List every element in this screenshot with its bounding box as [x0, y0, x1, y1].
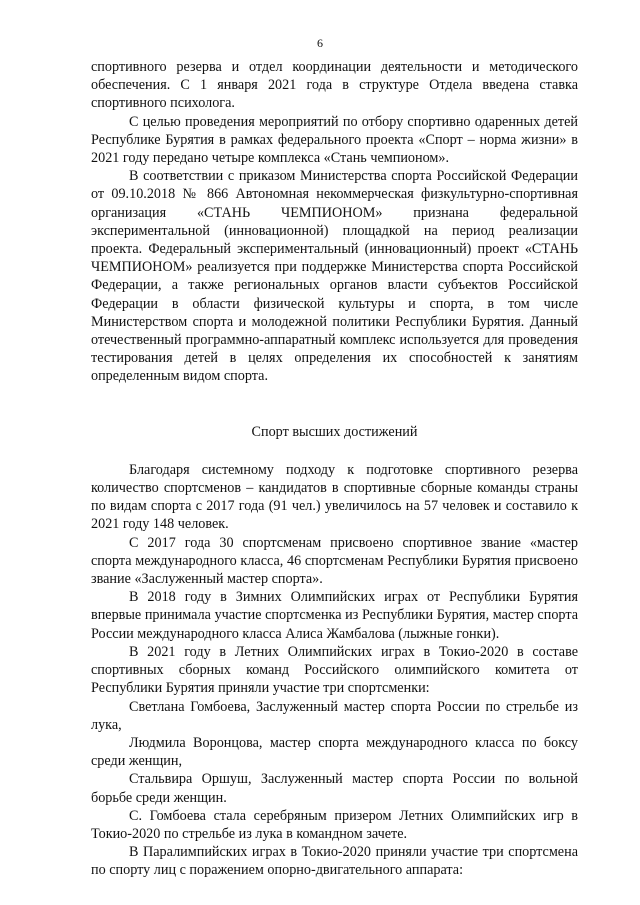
- paragraph: Светлана Гомбоева, Заслуженный мастер спорта России по стрельбе из лука,: [91, 698, 578, 733]
- heading-spacer: [91, 441, 578, 461]
- paragraph: В Паралимпийских играх в Токио-2020 приняли участие три спортсмена по спорту лиц с поражением опорно-двигательного аппарата:: [91, 844, 578, 879]
- paragraph: В 2018 году в Зимних Олимпийских играх от Республики Бурятия впервые принимала участие спортсменка из Республики Бурятия, мастер спорта России международного класса Алиса Жамбалова (лыжные гонки).: [91, 589, 578, 642]
- paragraph: Благодаря системному подходу к подготовке спортивного резерва количество спортсменов – кандидатов в спортивные сборные команды страны по видам спорта с 2017 года (91 чел.) увеличилось на 57 человек и составило к 2021 году 148 человек.: [91, 461, 578, 533]
- paragraph: С целью проведения мероприятий по отбору спортивно одаренных детей Республике Бурятия в рамках федерального проекта «Спорт – норма жизни» в 2021 году передано четыре комплекса «Стань чемпионом».: [91, 113, 578, 167]
- paragraph: С 2017 года 30 спортсменам присвоено спортивное звание «мастер спорта международного класса, 46 спортсменам Республики Бурятия присвоено звание «Заслуженный мастер спорта».: [91, 534, 578, 588]
- paragraph: Людмила Воронцова, мастер спорта международного класса по боксу среди женщин,: [91, 734, 578, 770]
- document-body: [91, 58, 578, 880]
- paragraph: В 2021 году в Летних Олимпийских играх в Токио-2020 в составе спортивных сборных команд Российского олимпийского комитета от Республики Бурятия приняли участие три спортсменки:: [91, 643, 578, 697]
- paragraph: С. Гомбоева стала серебряным призером Летних Олимпийских игр в Токио-2020 по стрельбе из лука в командном зачете.: [91, 807, 578, 842]
- page-number: 6: [317, 36, 323, 50]
- paragraph: спортивного резерва и отдел координации деятельности и методического обеспечения. С 1 января 2021 года в структуре Отдела введена ставка спортивного психолога.: [91, 59, 578, 112]
- paragraph: Стальвира Оршуш, Заслуженный мастер спорта России по вольной борьбе среди женщин.: [91, 771, 578, 806]
- section-heading: Спорт высших достижений: [251, 423, 418, 440]
- paragraph: В соответствии с приказом Министерства спорта Российской Федерации от 09.10.2018 № 866 Автономная некоммерческая физкультурно-спортивная организация «СТАНЬ ЧЕМПИОНОМ» признана федеральной экспериментальной (инновационной) площадкой на период реализации проекта. Федеральный экспериментальный (инновационный) проект «СТАНЬ ЧЕМПИОНОМ» реализуется при поддержке Министерства спорта Российской Федерации, а также региональных органов власти субъектов Российской Федерации в области физической культуры и спорта, в том числе Министерством спорта и молодежной политики Республики Бурятия. Данный отечественный программно-аппаратный комплекс используется для проведения тестирования детей в целях определения их способностей к занятиям определенным видом спорта.: [91, 168, 578, 385]
